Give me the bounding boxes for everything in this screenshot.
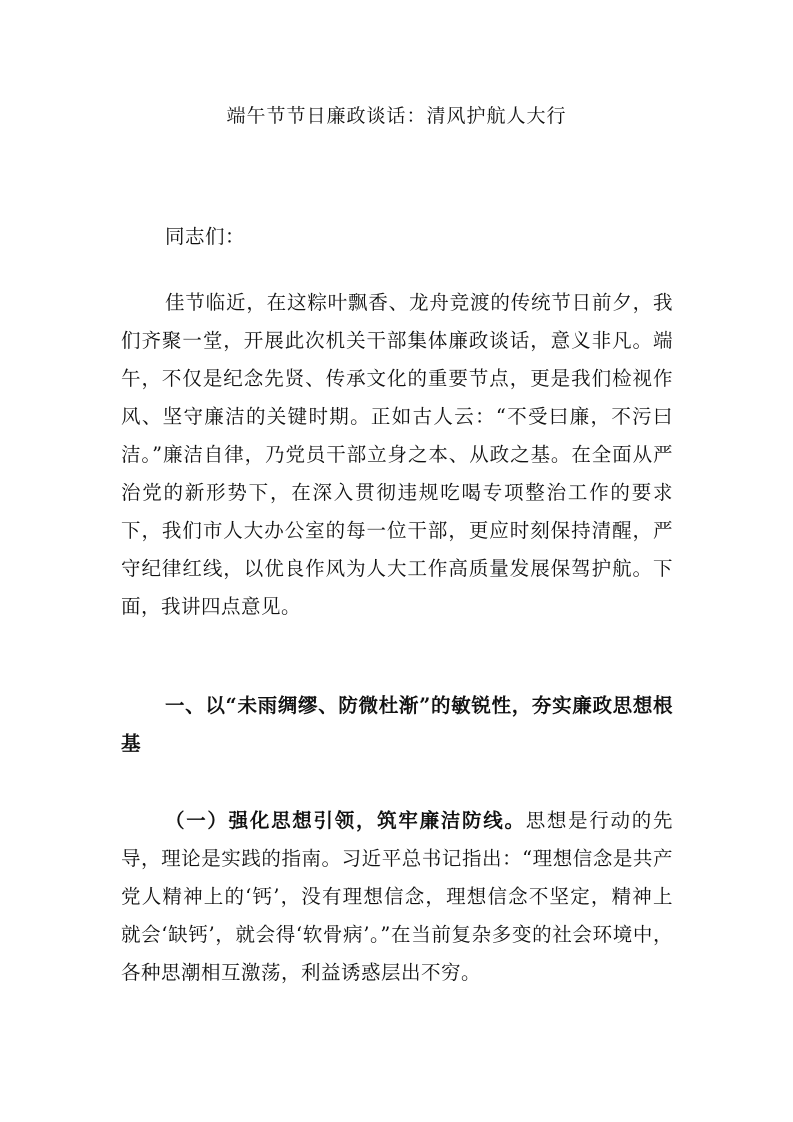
subsection-lead: （一）强化思想引领，筑牢廉洁防线。 (165, 809, 526, 832)
document-title: 端午节节日廉政谈话：清风护航人大行 (226, 105, 567, 127)
section-heading-1: 一、以“未雨绸缪、防微杜渐”的敏锐性，夯实廉政思想根基 (121, 694, 673, 755)
subsection-text: 思想是行动的先导，理论是实践的指南。习近平总书记指出：“理想信念是共产党人精神上的‘钙’，没有理想信念，理想信念不坚定，精神上就会‘缺钙’，就会得‘软骨病’。”在当前复杂多变的社会环境中，各种思潮相互激荡，利益诱惑层出不穷。 (121, 809, 673, 984)
paragraph-subsection-1 (121, 802, 673, 992)
paragraph-intro: 佳节临近，在这粽叶飘香、龙舟竞渡的传统节日前夕，我们齐聚一堂，开展此次机关干部集体廉政谈话，意义非凡。端午，不仅是纪念先贤、传承文化的重要节点，更是我们检视作风、坚守廉洁的关键时期。正如古人云：“不受曰廉，不污曰洁。”廉洁自律，乃党员干部立身之本、从政之基。在全面从严治党的新形势下，在深入贯彻违规吃喝专项整治工作的要求下，我们市人大办公室的每一位干部，更应时刻保持清醒，严守纪律红线，以优良作风为人大工作高质量发展保驾护航。下面，我讲四点意见。 (121, 291, 673, 618)
salutation: 同志们： (165, 225, 246, 248)
